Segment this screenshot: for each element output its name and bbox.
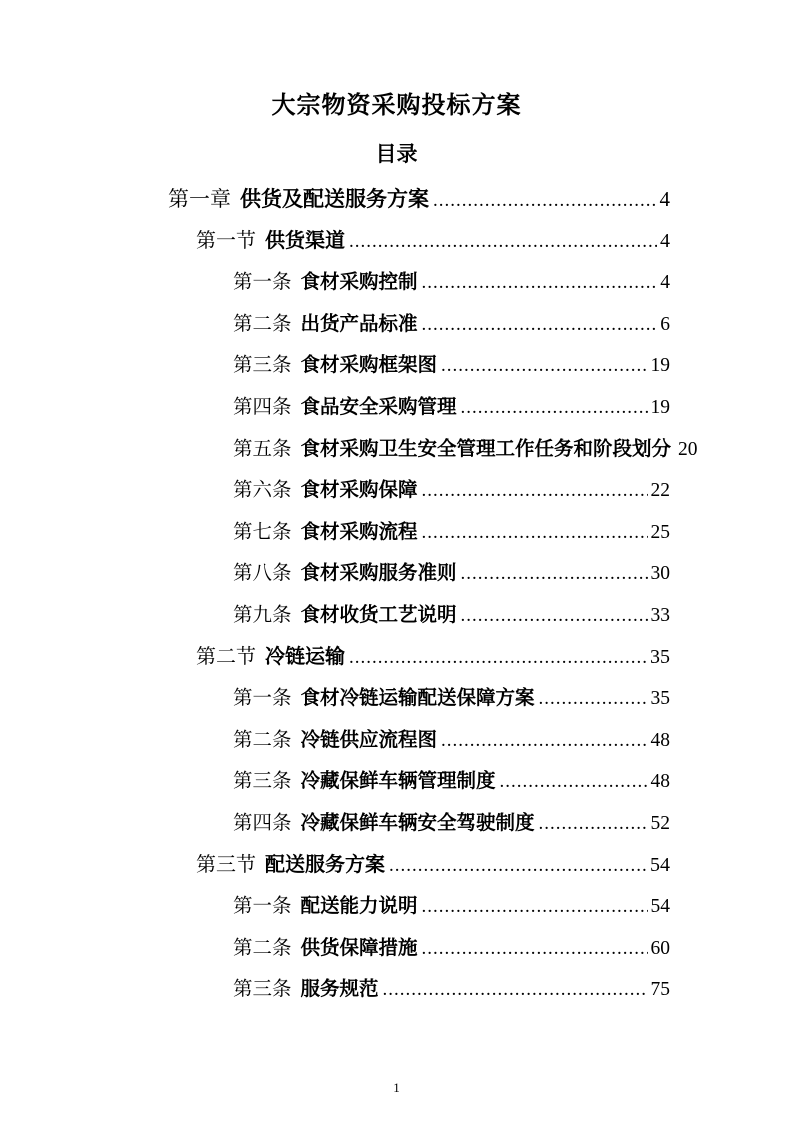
dot-leader	[422, 928, 648, 970]
toc-entry-title: 食材采购卫生安全管理工作任务和阶段划分	[300, 438, 672, 460]
toc-entry-page-number: 33	[650, 604, 670, 626]
toc-entry-prefix: 第三条	[233, 979, 292, 1001]
footer-page-number: 1	[393, 1080, 400, 1095]
toc-entry-title: 配送服务方案	[265, 853, 385, 876]
toc-entry[interactable]	[168, 429, 698, 471]
toc-entry-page-number: 30	[650, 563, 670, 585]
toc-heading: 目录	[375, 142, 418, 166]
toc-entry-page-number: 4	[660, 272, 670, 294]
toc-entry-prefix: 第一条	[233, 272, 292, 294]
toc-entry-title: 出货产品标准	[300, 313, 418, 335]
toc-entry-page-number: 35	[650, 645, 670, 668]
toc-entry-prefix: 第二条	[233, 937, 292, 959]
dot-leader	[441, 720, 647, 762]
toc-entry-prefix: 第二条	[233, 729, 292, 751]
toc-entry-prefix: 第三条	[233, 771, 292, 793]
toc-entry-title: 食材采购保障	[300, 480, 418, 502]
dot-leader	[422, 304, 658, 346]
dot-leader	[539, 803, 648, 845]
toc-entry-page-number: 25	[650, 521, 670, 543]
toc-entry-page-number: 48	[650, 729, 670, 751]
toc-entry[interactable]	[168, 470, 670, 512]
toc-entry-title: 服务规范	[300, 979, 379, 1001]
toc-entry[interactable]	[168, 720, 670, 762]
toc-entry-title: 供货及配送服务方案	[240, 187, 429, 211]
toc-entry[interactable]	[168, 928, 670, 970]
dot-leader	[500, 761, 648, 803]
toc-entry-title: 食材收货工艺说明	[300, 604, 457, 626]
toc-entry-title: 供货渠道	[265, 229, 345, 252]
toc-entry[interactable]	[168, 637, 670, 679]
toc-entry-title: 冷链运输	[265, 645, 345, 668]
toc-entry-title: 食材采购服务准则	[300, 563, 457, 585]
toc-entry-title: 冷藏保鲜车辆安全驾驶制度	[300, 812, 535, 834]
toc-entry-title: 冷链供应流程图	[300, 729, 438, 751]
toc-entry-prefix: 第一章	[168, 187, 231, 211]
toc-entry-page-number: 22	[650, 480, 670, 502]
toc-entry-prefix: 第一条	[233, 896, 292, 918]
toc-entry-prefix: 第四条	[233, 396, 292, 418]
toc-entry[interactable]	[168, 553, 670, 595]
toc-entry-prefix: 第三条	[233, 355, 292, 377]
toc-entry-page-number: 19	[650, 355, 670, 377]
toc-entry-prefix: 第六条	[233, 480, 292, 502]
dot-leader	[539, 678, 648, 720]
toc-entry-page-number: 4	[660, 229, 670, 252]
toc-entry-prefix: 第四条	[233, 812, 292, 834]
toc-entry[interactable]	[168, 595, 670, 637]
toc-entry-title: 食材采购框架图	[300, 355, 438, 377]
dot-leader	[422, 886, 648, 928]
toc-entry-title: 食材冷链运输配送保障方案	[300, 688, 535, 710]
toc-entry-page-number: 75	[650, 979, 670, 1001]
toc-entry[interactable]	[168, 845, 670, 887]
toc-entry-prefix: 第二节	[196, 645, 256, 668]
dot-leader	[461, 553, 648, 595]
dot-leader	[433, 180, 657, 222]
toc-entry[interactable]	[168, 387, 670, 429]
toc-entry-page-number: 54	[650, 853, 670, 876]
dot-leader	[422, 262, 658, 304]
toc-entry-title: 冷藏保鲜车辆管理制度	[300, 771, 496, 793]
toc-entry-prefix: 第八条	[233, 563, 292, 585]
toc-entry-prefix: 第五条	[233, 438, 292, 460]
toc-entry[interactable]	[168, 969, 670, 1011]
toc	[168, 179, 698, 1011]
dot-leader	[461, 387, 648, 429]
toc-entry[interactable]	[168, 221, 670, 263]
dot-leader	[383, 969, 648, 1011]
toc-entry-title: 食品安全采购管理	[300, 396, 457, 418]
toc-entry-title: 供货保障措施	[300, 937, 418, 959]
toc-entry-title: 食材采购控制	[300, 272, 418, 294]
dot-leader	[422, 470, 648, 512]
toc-entry-page-number: 20	[678, 438, 698, 460]
toc-entry-prefix: 第七条	[233, 521, 292, 543]
document-title: 大宗物资采购投标方案	[271, 91, 522, 119]
toc-entry-title: 食材采购流程	[300, 521, 418, 543]
toc-entry[interactable]	[168, 886, 670, 928]
toc-entry-prefix: 第三节	[196, 853, 256, 876]
dot-leader	[422, 512, 648, 554]
toc-entry[interactable]	[168, 345, 670, 387]
toc-entry-prefix: 第二条	[233, 313, 292, 335]
toc-entry-page-number: 19	[650, 396, 670, 418]
toc-entry-page-number: 54	[650, 896, 670, 918]
dot-leader	[349, 221, 657, 263]
toc-entry-title: 配送能力说明	[300, 896, 418, 918]
toc-entry[interactable]	[168, 678, 670, 720]
toc-entry-prefix: 第一节	[196, 229, 256, 252]
toc-entry-page-number: 6	[660, 313, 670, 335]
toc-entry-prefix: 第九条	[233, 604, 292, 626]
toc-entry-page-number: 52	[650, 812, 670, 834]
dot-leader	[389, 845, 647, 887]
toc-entry-page-number: 4	[659, 187, 670, 211]
toc-entry[interactable]	[168, 304, 670, 346]
dot-leader	[349, 637, 647, 679]
toc-entry-page-number: 35	[650, 688, 670, 710]
toc-entry[interactable]	[168, 803, 670, 845]
toc-entry[interactable]	[168, 179, 670, 221]
toc-entry-page-number: 60	[650, 937, 670, 959]
toc-entry[interactable]	[168, 761, 670, 803]
toc-entry-prefix: 第一条	[233, 688, 292, 710]
toc-entry[interactable]	[168, 512, 670, 554]
toc-entry-page-number: 48	[650, 771, 670, 793]
dot-leader	[441, 345, 647, 387]
dot-leader	[461, 595, 648, 637]
toc-entry[interactable]	[168, 262, 670, 304]
